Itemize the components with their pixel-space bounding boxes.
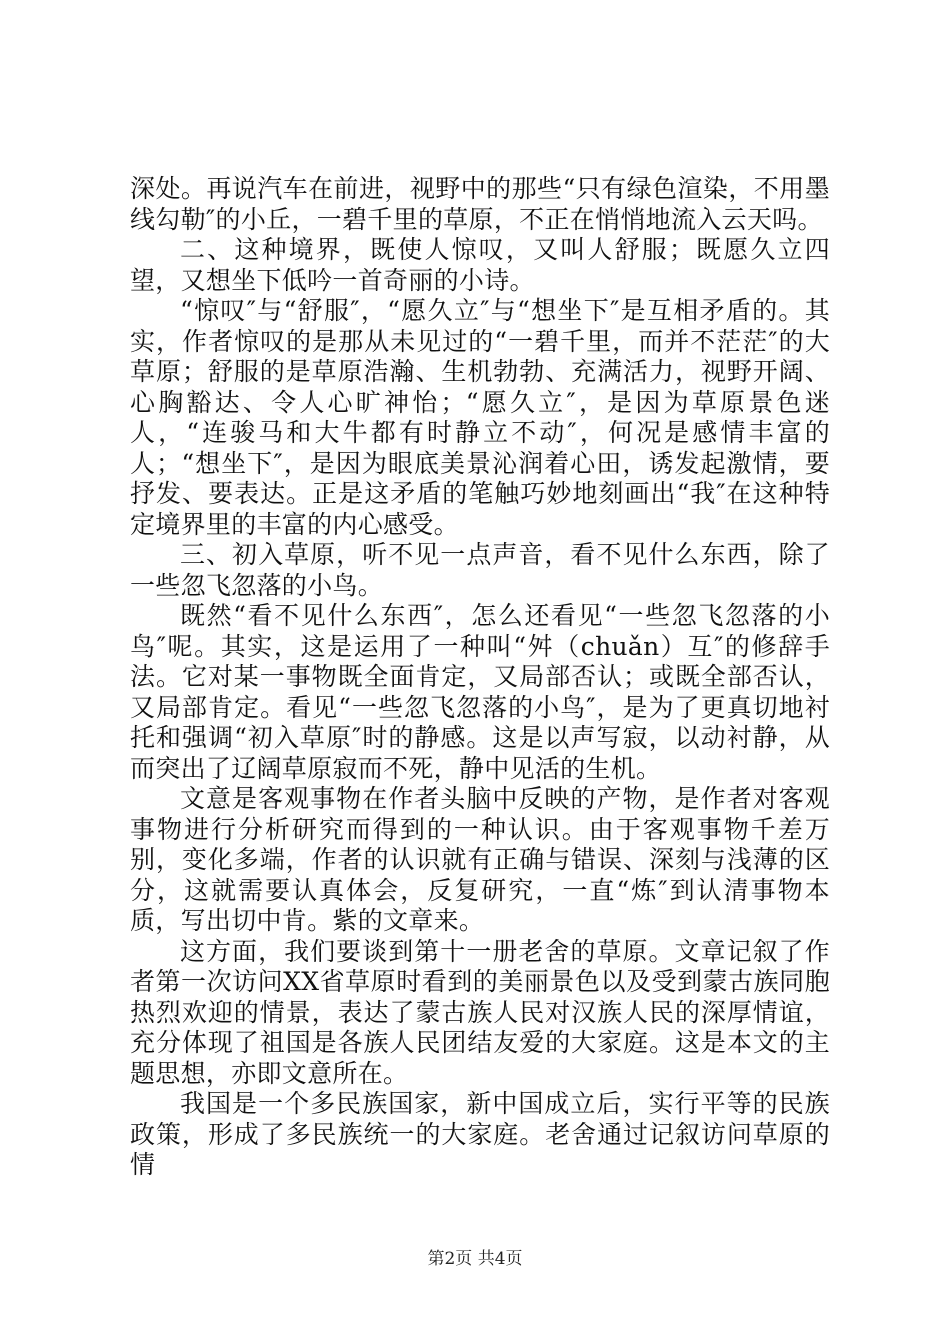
page-footer: 第2页 共4页 xyxy=(427,1249,523,1269)
paragraph-3: “惊叹″与“舒服″，“愿久立″与“想坐下″是互相矛盾的。其实，作者惊叹的是那从未见过的“一碧千里，而并不茫茫″的大草原；舒服的是草原浩瀚、生机勃勃、充满活力，视野开阔、心胸豁达、令人心旷神怡；“愿久立″，是因为草原景色迷人，“连骏马和大牛都有时静立不动″，何况是感情丰富的人；“想坐下″，是因为眼底美景沁润着心田，诱发起激情，要抒发、要表达。正是这矛盾的笔触巧妙地刻画出“我″在这种特定境界里的丰富的内心感受。 xyxy=(130,296,830,539)
paragraph-2: 二、这种境界，既使人惊叹，又叫人舒服；既愿久立四望，又想坐下低吟一首奇丽的小诗。 xyxy=(130,235,830,295)
paragraph-4: 三、初入草原，听不见一点声音，看不见什么东西，除了一些忽飞忽落的小鸟。 xyxy=(130,540,830,600)
paragraph-1: 深处。再说汽车在前进，视野中的那些“只有绿色渲染，不用墨线勾勒″的小丘，一碧千里的草原，不正在悄悄地流入云天吗。 xyxy=(130,174,830,234)
paragraph-6: 文意是客观事物在作者头脑中反映的产物，是作者对客观事物进行分析研究而得到的一种认识。由于客观事物千差万别，变化多端，作者的认识就有正确与错误、深刻与浅薄的区分，这就需要认真体会，反复研究，一直“炼″到认清事物本质，写出切中肯。紫的文章来。 xyxy=(130,784,830,935)
paragraph-5: 既然“看不见什么东西″，怎么还看见“一些忽飞忽落的小鸟″呢。其实，这是运用了一种叫“舛（chuǎn）互″的修辞手法。它对某一事物既全面肯定，又局部否认；或既全部否认，又局部肯定。看见“一些忽飞忽落的小鸟″，是为了更真切地衬托和强调“初入草原″时的静感。这是以声写寂，以动衬静，从而突出了辽阔草原寂而不死，静中见活的生机。 xyxy=(130,601,830,783)
document-body xyxy=(130,174,830,1181)
paragraph-7: 这方面，我们要谈到第十一册老舍的草原。文章记叙了作者第一次访问XX省草原时看到的美丽景色以及受到蒙古族同胞热烈欢迎的情景，表达了蒙古族人民对汉族人民的深厚情谊，充分体现了祖国是各族人民团结友爱的大家庭。这是本文的主题思想，亦即文意所在。 xyxy=(130,936,830,1088)
paragraph-8: 我国是一个多民族国家，新中国成立后，实行平等的民族政策，形成了多民族统一的大家庭。老舍通过记叙访问草原的情 xyxy=(130,1089,830,1179)
